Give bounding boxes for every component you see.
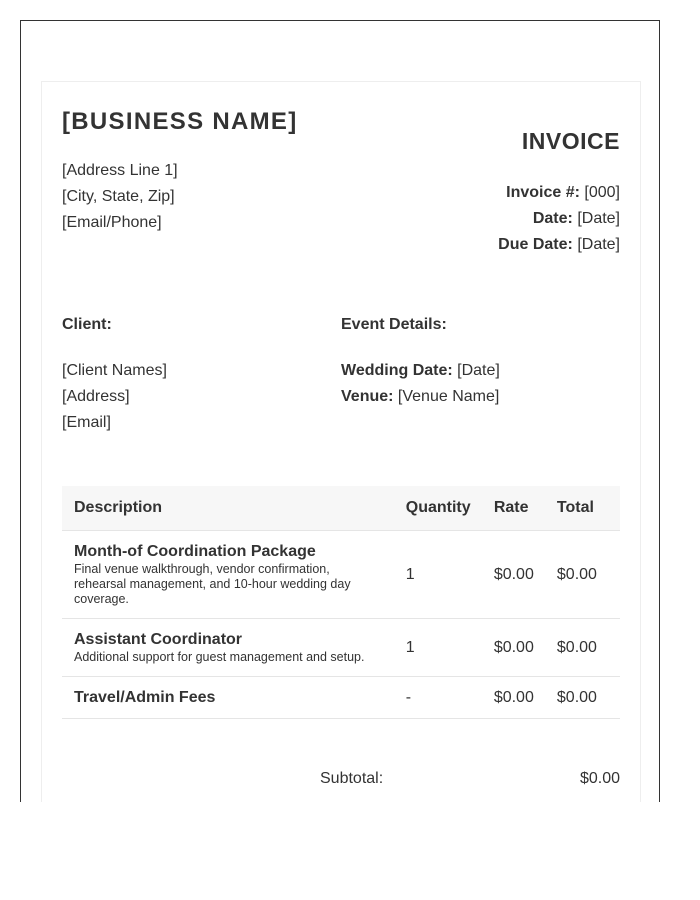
row-description-cell: [62, 531, 406, 619]
invoice-number-row: [360, 180, 620, 206]
item-name: Travel/Admin Fees: [74, 688, 216, 706]
wedding-date-value: [Date]: [457, 362, 500, 379]
header-description: Description: [62, 486, 406, 531]
invoice-meta: [360, 180, 620, 258]
item-total: $0.00: [557, 619, 620, 677]
wedding-date-row: [341, 358, 621, 384]
invoice-number-value: [000]: [584, 184, 620, 201]
event-section: [341, 316, 621, 410]
item-quantity: 1: [406, 619, 494, 677]
item-rate: $0.00: [494, 677, 557, 719]
subtotal-label: Subtotal:: [320, 770, 384, 787]
invoice-date-value: [Date]: [577, 210, 620, 227]
invoice-due-date-label: Due Date:: [498, 236, 573, 253]
invoice-title: INVOICE: [521, 128, 620, 154]
business-email-phone: [Email/Phone]: [62, 214, 162, 231]
header-total: Total: [557, 486, 620, 531]
line-items-table: [62, 486, 620, 719]
event-details: [341, 358, 621, 410]
venue-value: [Venue Name]: [397, 388, 500, 405]
invoice-page: [41, 81, 641, 802]
item-name: Month-of Coordination Package: [74, 542, 316, 560]
wedding-date-label: Wedding Date:: [341, 362, 453, 379]
venue-label: Venue:: [341, 388, 394, 405]
item-total: $0.00: [557, 531, 620, 619]
item-total: $0.00: [557, 677, 620, 719]
item-rate: $0.00: [494, 531, 557, 619]
business-address-line: [Address Line 1]: [62, 162, 178, 179]
item-name: Assistant Coordinator: [74, 630, 243, 648]
client-details: [62, 358, 332, 436]
row-description-cell: [62, 677, 406, 719]
item-description: Final venue walkthrough, vendor confirmation, rehearsal management, and 10-hour wedding day coverage.: [74, 561, 351, 606]
client-email: [Email]: [62, 414, 111, 431]
invoice-date-label: Date:: [532, 210, 573, 227]
client-address: [Address]: [62, 388, 130, 405]
item-quantity: -: [406, 677, 494, 719]
item-quantity: 1: [406, 531, 494, 619]
item-description: Additional support for guest management and setup.: [74, 649, 365, 664]
subtotal-value: $0.00: [579, 770, 620, 787]
business-city-state-zip: [City, State, Zip]: [62, 188, 175, 205]
table-row: [62, 531, 620, 619]
table-row: [62, 677, 620, 719]
item-rate: $0.00: [494, 619, 557, 677]
invoice-date-row: [360, 206, 620, 232]
invoice-number-label: Invoice #:: [506, 184, 580, 201]
invoice-due-date-value: [Date]: [577, 236, 620, 253]
venue-row: [341, 384, 621, 410]
header-quantity: Quantity: [406, 486, 494, 531]
document-frame: [20, 20, 660, 802]
event-details-label: Event Details:: [341, 316, 447, 333]
header-rate: Rate: [494, 486, 557, 531]
row-description-cell: [62, 619, 406, 677]
client-section: [62, 316, 332, 436]
invoice-due-date-row: [360, 232, 620, 258]
client-names: [Client Names]: [62, 362, 167, 379]
table-row: [62, 619, 620, 677]
table-header-row: [62, 486, 620, 531]
business-name: [BUSINESS NAME]: [62, 108, 298, 135]
business-contact: [62, 158, 178, 236]
client-label: Client:: [62, 316, 112, 333]
